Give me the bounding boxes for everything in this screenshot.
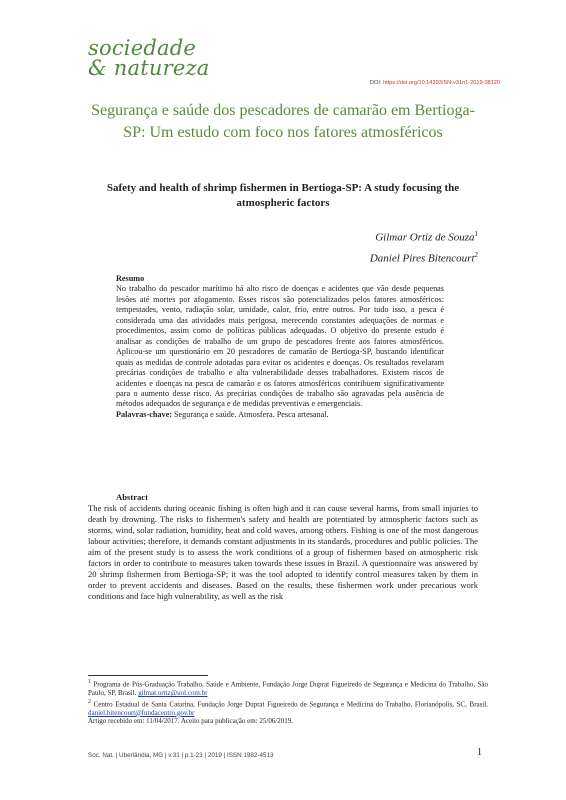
author-1-footnote-mark: 1: [474, 230, 478, 238]
footnote-1-mark: 1: [88, 679, 91, 685]
footnote-2: [88, 698, 488, 718]
abstract-section: [88, 492, 478, 602]
resumo-section: [116, 274, 444, 420]
author-1-name: Gilmar Ortiz de Souza: [375, 231, 475, 244]
doi-line: [370, 80, 500, 86]
author-2-footnote-mark: 2: [474, 250, 478, 259]
logo-line-2: & natureza: [88, 56, 210, 80]
doi-prefix: DOI:: [370, 80, 384, 86]
journal-footer: Soc. Nat. | Uberlândia, MG | v.31 | p.1-23 | 2019 | ISSN 1982-4513: [88, 752, 274, 759]
resumo-text: No trabalho do pescador marítimo há alto risco de doenças e acidentes que vão desde pequenas lesões até mortes por afogamento. Esses riscos são potencializados pelos fatores atmosféricos: tempestades, vento, radiação solar, umidade, calor, frio, entre outros. Por tudo isso, a pesca é considerada uma das atividades mais perigosa, merecendo constantes adequações de normas e procedimentos, assim como de políticas públicas adequadas. O objetivo do presente estudo é analisar as condições de trabalho de um grupo de pescadores frente aos fatores atmosféricos. Aplicou-se um questionário em 20 pescadores de camarão de Bertioga-SP, buscando identificar quais as medidas de controle adotadas para evitar os acidentes e doenças. Os resultados revelaram precárias condições de trabalho e alta vulnerabilidade desses trabalhadores. Existem riscos de acidentes e doenças na pesca de camarão e os fatores atmosféricos contribuem significativamente para o aumento desse risco. As precárias condições de trabalho são agravadas pela ausência de métodos adequados de segurança e de medidas preventivas e emergenciais.: [116, 284, 444, 409]
abstract-text: The risk of accidents during oceanic fishing is often high and it can cause several harms, from small injuries to death by drowning. The risks to fishermen's safety and health are potentiated by atmospheric factors such as storms, wind, solar radiation, humidity, heat and cold waves, among others. Fishing is one of the most dangerous labour activities; therefore, it demands constant adjustments in its standards, procedures and public policies. The aim of the present study is to assess the work conditions of a group of fishermen based on atmospheric risk factors in order to contribute to measures taken towards these issues in Brazil. A questionnaire was answered by 20 shrimp fishermen from Bertioga-SP; it was the tool adopted to identify control measures taken by them in order to prevent accidents and diseases. Based on the results, these fishermen work under precarious work conditions and face high vulnerability, as well as the risk: [88, 503, 478, 601]
abstract-heading: Abstract: [116, 492, 148, 502]
keywords-text: Segurança e saúde. Atmosfera. Pesca artesanal.: [171, 409, 329, 419]
page-number: 1: [477, 747, 482, 758]
footnote-2-text: Centro Estadual de Santa Catarina, Fundação Jorge Duprat Figueiredo de Segurança e Medicina do Trabalho, Florianópolis, SC, Brasil.: [90, 700, 488, 709]
article-subtitle-english: Safety and health of shrimp fishermen in Bertioga-SP: A study focusing the atmospheric factors: [106, 182, 460, 209]
keywords-label: Palavras-chave:: [116, 409, 172, 419]
resumo-heading: Resumo: [116, 274, 145, 283]
footnote-1-email-link[interactable]: gilmar.ortiz@uol.com.br: [138, 689, 208, 698]
journal-logo: [88, 38, 209, 78]
footnote-1: [88, 678, 488, 698]
footnote-1-text: Programa de Pós-Graduação Trabalho, Saúde e Ambiente, Fundação Jorge Duprat Figueiredo de Segurança e Medicina do Trabalho, São Paulo, SP, Brasil.: [88, 680, 488, 698]
logo-line-1: sociedade: [88, 36, 196, 60]
footnote-divider: [88, 675, 208, 676]
footnote-2-mark: 2: [88, 698, 91, 705]
footnote-2-email-link[interactable]: daniel.bitencourt@fundacentro.gov.br: [88, 708, 195, 717]
author-1: [370, 226, 478, 247]
article-title: Segurança e saúde dos pescadores de camarão em Bertioga-SP: Um estudo com foco nos fatores atmosféricos: [91, 102, 475, 141]
doi-link[interactable]: https://doi.org/10.14393/SN-v31n1-2019-38120: [383, 80, 500, 86]
author-2: [370, 247, 478, 268]
author-2-name: Daniel Pires Bitencourt: [369, 252, 475, 265]
author-list: [370, 226, 478, 267]
footnotes: [88, 678, 488, 726]
keywords-line: [116, 410, 444, 420]
received-dates: Artigo recebido em: 11/04/2017. Aceito para publicação em: 25/06/2019.: [88, 717, 294, 726]
